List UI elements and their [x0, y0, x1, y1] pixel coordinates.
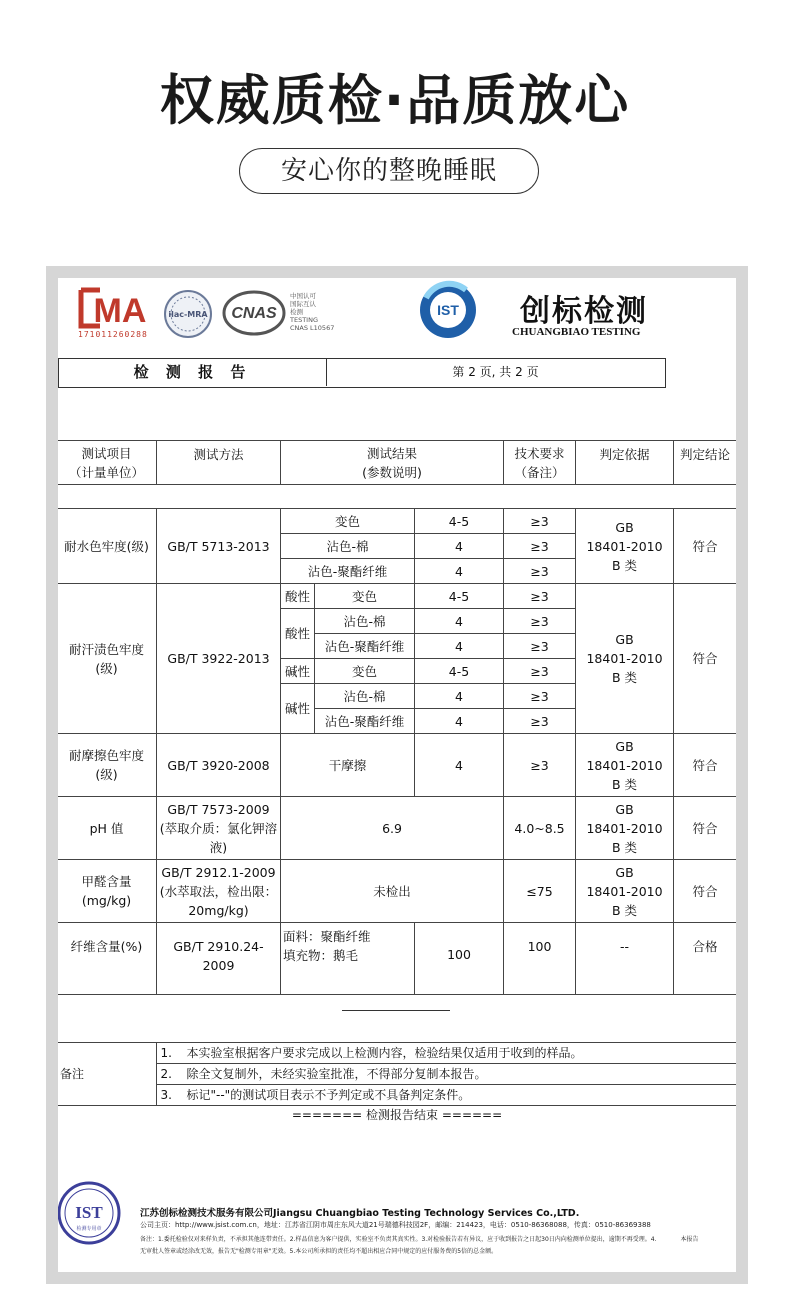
- table-row: [58, 584, 736, 609]
- value-cell: 4: [415, 634, 504, 659]
- conclusion-cell: 符合: [674, 860, 736, 923]
- group-cell: 碱性: [281, 659, 315, 684]
- item-cell: 纤维含量(%): [58, 923, 157, 995]
- sub-label: 沾色-聚酯纤维: [281, 559, 415, 584]
- cma-logo-text: MA: [93, 292, 147, 330]
- value-cell: 未检出: [281, 860, 504, 923]
- conclusion-cell: 合格: [674, 923, 736, 995]
- req-cell: ≥3: [504, 509, 576, 534]
- table-end-line: [342, 1010, 450, 1011]
- company-disclaimer: 备注：1.委托检验仅对来样负责，不承担其他连带责任。2.样品信息为客户提供，实验室不负责其真实性。3.对检验报告若有异议，应于收到报告之日起30日内向检测单位提出，逾期不再受理。4. 本报告: [140, 1236, 699, 1243]
- notes-row: [58, 1043, 736, 1064]
- item-cell: 耐水色牢度(级): [58, 509, 157, 584]
- notes-label: 备注: [58, 1043, 156, 1106]
- table-header-row: [58, 441, 736, 485]
- report-header-box: [58, 358, 666, 388]
- header-result: 测试结果 (参数说明): [281, 441, 504, 485]
- header-item: 测试项目 （计量单位）: [58, 441, 157, 485]
- sub-label: 沾色-棉: [281, 534, 415, 559]
- header-basis: 判定依据: [576, 441, 674, 485]
- req-cell: ≥3: [504, 609, 576, 634]
- basis-cell: GB 18401-2010 B 类: [576, 584, 674, 734]
- req-cell: ≥3: [504, 684, 576, 709]
- method-cell: GB/T 2912.1-2009 (水萃取法，检出限： 20mg/kg): [157, 860, 281, 923]
- req-cell: ≥3: [504, 709, 576, 734]
- value-cell: 4: [415, 684, 504, 709]
- req-cell: ≥3: [504, 659, 576, 684]
- cnas-caption-line: 国际互认: [290, 300, 316, 308]
- item-cell: 耐汗渍色牢度 (级): [58, 584, 157, 734]
- ist-seal-icon: [58, 1180, 122, 1246]
- table-row: [58, 860, 736, 923]
- value-cell: 4: [415, 534, 504, 559]
- cnas-logo-text: CNAS: [231, 305, 277, 322]
- req-cell: ≥3: [504, 634, 576, 659]
- value-cell: 4: [415, 609, 504, 634]
- page-info: 第 2 页, 共 2 页: [452, 365, 539, 379]
- req-cell: 4.0~8.5: [504, 797, 576, 860]
- cnas-logo-icon: [222, 290, 286, 336]
- sub-label: 变色: [315, 659, 415, 684]
- req-cell: ≥3: [504, 534, 576, 559]
- sub-label: 沾色-棉: [315, 609, 415, 634]
- notes-row: [58, 1085, 736, 1106]
- conclusion-cell: 符合: [674, 509, 736, 584]
- conclusion-cell: 符合: [674, 584, 736, 734]
- cnas-caption-line: 检测: [290, 308, 303, 316]
- report-title: 检 测 报 告: [59, 359, 327, 386]
- value-cell: 6.9: [281, 797, 504, 860]
- req-cell: ≤75: [504, 860, 576, 923]
- ilac-logo-text: ilac-MRA: [168, 310, 208, 319]
- ilac-logo-icon: [162, 288, 214, 340]
- basis-cell: GB 18401-2010 B 类: [576, 797, 674, 860]
- logo-row: [58, 278, 736, 356]
- table-row: [58, 923, 736, 995]
- req-cell: ≥3: [504, 734, 576, 797]
- conclusion-cell: 符合: [674, 734, 736, 797]
- header-requirement: 技术要求 （备注）: [504, 441, 576, 485]
- cnas-caption: [290, 292, 334, 332]
- method-cell: GB/T 5713-2013: [157, 509, 281, 584]
- brand-name-en: CHUANGBIAO TESTING: [512, 326, 641, 338]
- conclusion-cell: 符合: [674, 797, 736, 860]
- cnas-caption-line: TESTING: [290, 316, 318, 324]
- sub-label: 面料：聚酯纤维 填充物：鹅毛: [281, 923, 415, 995]
- value-cell: 4: [415, 734, 504, 797]
- sub-label: 干摩擦: [281, 734, 415, 797]
- ist-logo-icon: [416, 278, 480, 342]
- notes-row: [58, 1064, 736, 1085]
- value-cell: 4-5: [415, 584, 504, 609]
- basis-cell: GB 18401-2010 B 类: [576, 509, 674, 584]
- seal-subtext: 检测专用章: [76, 1226, 102, 1232]
- cnas-caption-line: CNAS L10567: [290, 324, 335, 332]
- method-cell: GB/T 3922-2013: [157, 584, 281, 734]
- note-item: 1. 本实验室根据客户要求完成以上检测内容，检验结果仅适用于收到的样品。: [156, 1043, 736, 1064]
- req-cell: ≥3: [504, 584, 576, 609]
- note-item: 2. 除全文复制外，未经实验室批准，不得部分复制本报告。: [156, 1064, 736, 1085]
- cma-number: 171011260288: [78, 330, 148, 339]
- company-contact: 公司主页：http://www.jsist.com.cn，地址：江苏省江阴市周庄东风大道21号瑞德科技园2F，邮编：214423，电话：0510-86368088，传真：0510-86369388: [140, 1221, 651, 1229]
- cnas-caption-line: 中国认可: [290, 292, 316, 300]
- sub-label: 沾色-聚酯纤维: [315, 709, 415, 734]
- table-row: [58, 797, 736, 860]
- basis-cell: --: [576, 923, 674, 995]
- group-cell: 酸性: [281, 609, 315, 659]
- brand-name-cn: 创标检测: [520, 294, 648, 329]
- company-name: 江苏创标检测技术服务有限公司Jiangsu Chuangbiao Testing Technology Services Co.,LTD.: [140, 1208, 580, 1219]
- item-cell: 耐摩擦色牢度 (级): [58, 734, 157, 797]
- sub-label: 变色: [281, 509, 415, 534]
- value-cell: 100: [415, 923, 504, 995]
- notes-table: [58, 1042, 736, 1106]
- value-cell: 4: [415, 559, 504, 584]
- item-cell: 甲醛含量 (mg/kg): [58, 860, 157, 923]
- company-disclaimer: 无审批人签章或经涂改无效，报告无"检测专用章"无效。5.本公司所承担的责任均不超出相应合同中规定的应付服务费的5倍的总金额。: [140, 1248, 498, 1255]
- page-headline: 权威质检·品质放心: [159, 69, 631, 132]
- ist-logo-text: IST: [437, 302, 459, 318]
- report-paper: [58, 278, 736, 1272]
- req-cell: ≥3: [504, 559, 576, 584]
- spacer-row: [58, 485, 736, 509]
- table-row: [58, 734, 736, 797]
- subtitle-pill: 安心你的整晚睡眠: [239, 148, 539, 194]
- header-method: 测试方法: [157, 441, 281, 485]
- table-row: [58, 509, 736, 534]
- value-cell: 4: [415, 709, 504, 734]
- spacer-cell: [58, 485, 736, 509]
- group-cell: 碱性: [281, 684, 315, 734]
- method-cell: GB/T 2910.24-2009: [157, 923, 281, 995]
- method-cell: GB/T 3920-2008: [157, 734, 281, 797]
- note-item: 3. 标记"--"的测试项目表示不予判定或不具备判定条件。: [156, 1085, 736, 1106]
- item-cell: pH 值: [58, 797, 157, 860]
- sub-label: 沾色-棉: [315, 684, 415, 709]
- req-cell: 100: [504, 923, 576, 995]
- report-end-marker: ======= 检测报告结束 ======: [291, 1108, 503, 1122]
- sub-label: 沾色-聚酯纤维: [315, 634, 415, 659]
- group-cell: 酸性: [281, 584, 315, 609]
- seal-text: IST: [75, 1203, 103, 1222]
- results-table: [58, 440, 736, 995]
- basis-cell: GB 18401-2010 B 类: [576, 860, 674, 923]
- header-conclusion: 判定结论: [674, 441, 736, 485]
- method-cell: GB/T 7573-2009 (萃取介质：氯化钾溶 液): [157, 797, 281, 860]
- value-cell: 4-5: [415, 509, 504, 534]
- sub-label: 变色: [315, 584, 415, 609]
- value-cell: 4-5: [415, 659, 504, 684]
- cma-logo-icon: [78, 286, 156, 330]
- basis-cell: GB 18401-2010 B 类: [576, 734, 674, 797]
